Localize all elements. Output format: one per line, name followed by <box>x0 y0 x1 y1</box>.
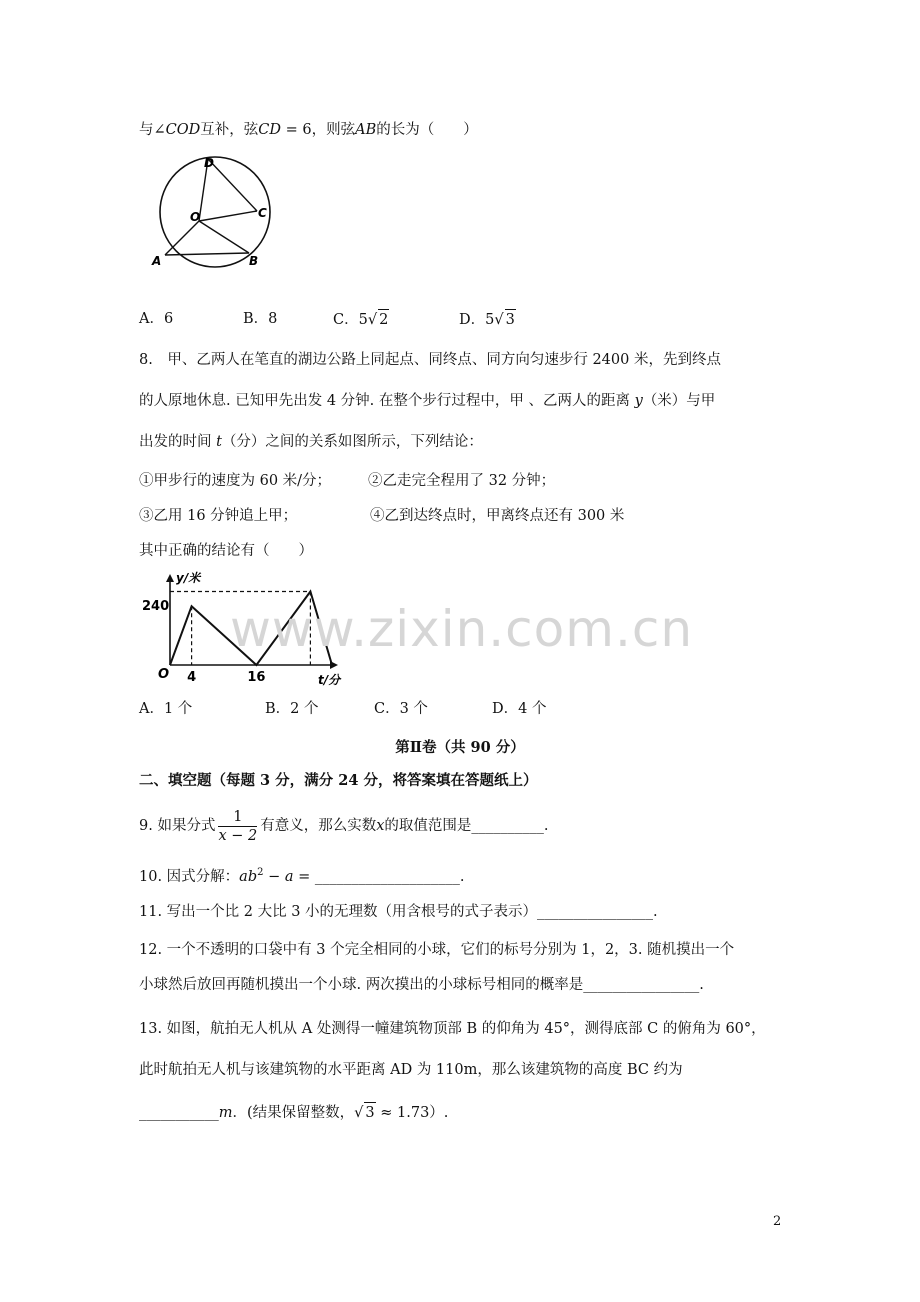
page-number: 2 <box>773 1214 782 1229</box>
section2-title: 第Ⅱ卷（共 90 分） <box>395 739 525 756</box>
q8-option-d: D．4 个 <box>492 701 547 717</box>
label-a: A <box>152 254 162 268</box>
q13-line1: 13. 如图，航拍无人机从 A 处测得一幢建筑物顶部 B 的仰角为 45°，测得底部 C 的俯角为 60°， <box>139 1021 766 1037</box>
q8-option-a: A．1 个 <box>139 701 193 717</box>
q10-expr-rest: − a = <box>263 868 315 885</box>
q10-prefix: 10. 因式分解： <box>139 868 240 885</box>
x-tick-16: 16 <box>247 670 266 685</box>
q7-part3: ，则弦 <box>311 122 356 138</box>
q7-part4: 的长为（ ） <box>376 122 478 138</box>
q8-line2-a: 的人原地休息. 已知甲先出发 4 分钟. 在整个步行过程中，甲 、乙两人的距离 <box>139 393 635 409</box>
q8-conclusion-2: ②乙走完全程用了 32 分钟； <box>368 473 556 489</box>
q7-option-d-prefix: D．5 <box>459 312 495 328</box>
section2-heading: 二、填空题（每题 3 分，满分 24 分，将答案填在答题纸上） <box>139 772 538 789</box>
q7-option-b: B．8 <box>243 311 278 327</box>
y-axis-label: y/米 <box>176 571 201 585</box>
q8-conclusion-4: ④乙到达终点时，甲离终点还有 300 米 <box>370 508 625 524</box>
q8-option-c: C．3 个 <box>374 701 428 717</box>
q8-ask: 其中正确的结论有（ ） <box>139 543 313 559</box>
label-b: B <box>249 254 259 268</box>
q8-line2-b: （米）与甲 <box>642 393 716 409</box>
q10-line <box>139 863 464 887</box>
q10-blank: ____________________. <box>314 868 465 885</box>
q8-conclusion-1: ①甲步行的速度为 60 米/分； <box>139 473 332 489</box>
watermark: www.zixin.com.cn <box>230 600 694 658</box>
q8-conclusion-3: ③乙用 16 分钟追上甲； <box>139 508 298 524</box>
q13-end: ≈ 1.73）. <box>375 1105 449 1121</box>
circle-figure <box>145 155 285 270</box>
radius-ob <box>199 221 249 253</box>
radius-oa <box>165 221 199 255</box>
q12-line2: 小球然后放回再随机摸出一个小球. 两次摸出的小球标号相同的概率是________________. <box>139 977 704 993</box>
label-c: C <box>258 206 267 220</box>
q9-prefix: 9. 如果分式 <box>139 818 216 834</box>
q8-line3-b: （分）之间的关系如图所示，下列结论： <box>221 434 483 450</box>
q7-option-c-radicand: 2 <box>378 309 389 330</box>
label-d: D <box>204 156 214 170</box>
q7-part2: 互补，弦 <box>200 122 259 138</box>
chord-dc <box>208 159 257 211</box>
q10-expr-a: ab <box>239 868 258 885</box>
q9-var: x <box>376 818 385 834</box>
q8-line1: 8. 甲、乙两人在笔直的湖边公路上同起点、同终点、同方向匀速步行 2400 米，先到终点 <box>139 352 721 368</box>
q7-cd: CD <box>258 122 281 138</box>
q9-line <box>139 800 549 852</box>
y-tick-240: 240 <box>142 599 170 615</box>
q8-line3 <box>139 432 483 452</box>
q7-option-a: A．6 <box>139 311 174 327</box>
q7-option-c-prefix: C．5 <box>333 312 368 328</box>
q13-unit: m <box>218 1105 233 1121</box>
q7-eq6: = 6 <box>281 122 312 138</box>
q9-fraction <box>218 808 257 845</box>
q13-line3: ___________m．(结果保留整数，√ 3 ≈ 1.73）. <box>139 1102 448 1123</box>
q13-line2: 此时航拍无人机与该建筑物的水平距离 AD 为 110m，那么该建筑物的高度 BC 约为 <box>139 1062 683 1078</box>
origin-label: O <box>158 667 170 682</box>
q8-option-b: B．2 个 <box>265 701 319 717</box>
x-axis-label: t/分 <box>318 673 341 687</box>
q7-line <box>139 120 478 140</box>
radius-oc <box>199 211 257 221</box>
q9-middle: 有意义，那么实数 <box>260 818 377 834</box>
q7-option-d-radicand: 3 <box>505 309 516 330</box>
q8-line2 <box>139 391 715 411</box>
q7-option-d: D．5√ 3 <box>459 309 516 330</box>
q7-cod: COD <box>165 122 201 138</box>
q8-line3-a: 出发的时间 <box>139 434 217 450</box>
x-tick-4: 4 <box>187 670 197 685</box>
q8-var-t: t <box>216 434 222 450</box>
q10-expr-sup: 2 <box>257 867 264 878</box>
q13-rest: ．(结果保留整数， <box>232 1105 355 1121</box>
q9-denominator: x − 2 <box>218 827 258 844</box>
q7-option-c: C．5√ 2 <box>333 309 389 330</box>
q12-line1: 12. 一个不透明的口袋中有 3 个完全相同的小球，它们的标号分别为 1，2，3. 随机摸出一个 <box>139 942 735 958</box>
label-o: O <box>190 210 201 224</box>
q8-var-y: y <box>634 393 643 409</box>
q7-ab: AB <box>355 122 377 138</box>
q9-numerator: 1 <box>218 808 257 827</box>
q11-line: 11. 写出一个比 2 大比 3 小的无理数（用含根号的式子表示）________________. <box>139 904 658 920</box>
q7-part1: 与∠ <box>139 122 166 138</box>
q13-blank: ___________ <box>139 1105 219 1121</box>
q9-suffix: 的取值范围是__________. <box>384 818 549 834</box>
q13-radicand: 3 <box>364 1102 375 1123</box>
